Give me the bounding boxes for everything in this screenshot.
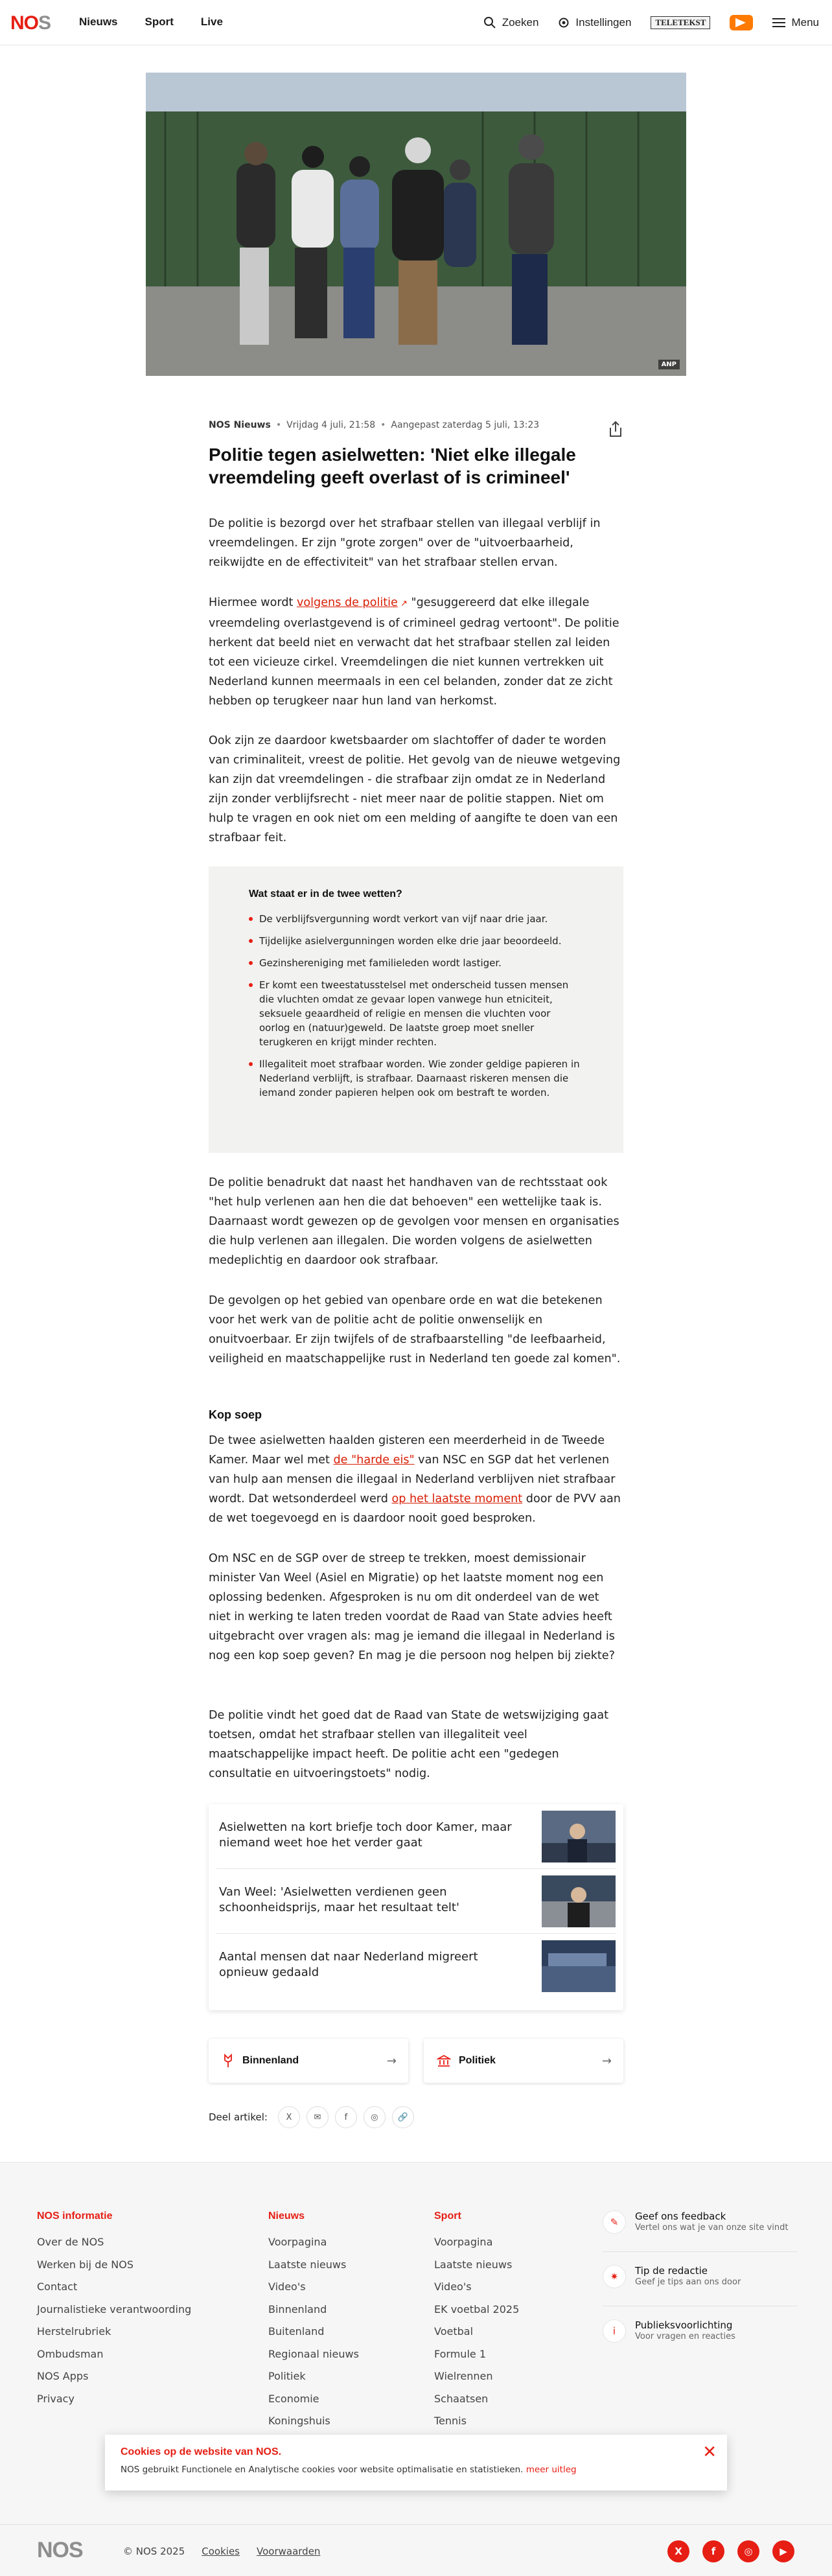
footer-box-title: Geef ons feedback bbox=[635, 2210, 726, 2222]
footer-box-text bbox=[635, 2265, 741, 2288]
settings-label: Instellingen bbox=[575, 16, 632, 29]
cookie-title: Cookies op de website van NOS. bbox=[121, 2446, 282, 2457]
logo-text: NO bbox=[10, 12, 38, 34]
footer-link[interactable]: Video's bbox=[434, 2280, 472, 2293]
footer-link[interactable]: Werken bij de NOS bbox=[37, 2258, 134, 2271]
bottom-links bbox=[123, 2546, 320, 2557]
footer-link[interactable]: Economie bbox=[268, 2392, 319, 2405]
related-title: Van Weel: 'Asielwetten verdienen geen schoonheidsprijs, maar het resultaat telt' bbox=[219, 1885, 459, 1914]
paragraph-8: De politie vindt het goed dat de Raad van State de wetswijziging gaat toetsen, omdat het strafbaar stellen van illegaliteit veel maatschappelijke impact heeft. De politie acht een "gedegen consultatie en uitvoeringstoets" nodig. bbox=[209, 1709, 609, 1780]
info-box-title: Wat staat er in de twee wetten? bbox=[249, 888, 402, 899]
paragraph-6-text-c: door de PVV aan de wet toegevoegd en is daardoor nooit goed besproken. bbox=[209, 1492, 621, 1525]
paragraph-7: Om NSC en de SGP over de streep te trekken, moest demissionair minister Van Weel (Asiel en Migratie) op het laatste moment nog een oplossing bedenken. Afgesproken is nu om dit onderdeel van de wet niet in werking te laten treden voordat de Raad van State advies heeft uitgebracht over vragen als: mag je iemand die illegaal in Nederland is nog een kop soep geven? En mag je die persoon nog helpen bij ziekte? bbox=[209, 1552, 615, 1662]
main-nav bbox=[79, 16, 223, 29]
footer-link[interactable]: Tennis bbox=[434, 2415, 467, 2427]
footer-link[interactable]: Privacy bbox=[37, 2392, 75, 2405]
footer-link[interactable]: Video's bbox=[268, 2280, 306, 2293]
share-x-icon[interactable]: X bbox=[278, 2106, 300, 2128]
share-email-icon[interactable]: ✉ bbox=[306, 2106, 329, 2128]
voorwaarden-link[interactable]: Voorwaarden bbox=[257, 2546, 321, 2557]
hamburger-icon bbox=[772, 17, 785, 28]
updated-time: Aangepast zaterdag 5 juli, 13:23 bbox=[391, 420, 540, 430]
footer-col-title: Nieuws bbox=[268, 2210, 305, 2222]
share-label: Deel artikel: bbox=[209, 2111, 268, 2123]
bottom-bar bbox=[0, 2524, 832, 2576]
site-header bbox=[0, 0, 832, 45]
photo-credit: ANP bbox=[658, 360, 680, 369]
footer-feedback[interactable] bbox=[603, 2204, 797, 2252]
share-bar bbox=[209, 2106, 414, 2128]
nav-sport[interactable]: Sport bbox=[144, 16, 174, 28]
header-actions bbox=[483, 13, 819, 32]
info-box-item: Gezinshereniging met familieleden wordt lastiger. bbox=[249, 956, 583, 970]
footer-col-nos-informatie bbox=[37, 2210, 191, 2410]
footer-link[interactable]: Ombudsman bbox=[37, 2347, 104, 2360]
footer-box-title: Publieksvoorlichting bbox=[635, 2319, 733, 2331]
npo-start-icon[interactable] bbox=[730, 15, 753, 30]
related-title: Asielwetten na kort briefje toch door Kamer, maar niemand weet hoe het verder gaat bbox=[219, 1820, 512, 1850]
footer-box-text bbox=[635, 2319, 735, 2342]
paragraph-6-text-b: van NSC en SGP dat het verlenen van hulp aan mensen die illegaal in Nederland verblijven niet strafbaar wordt. Dat wetsonderdeel werd bbox=[209, 1454, 616, 1505]
footer-tip[interactable] bbox=[603, 2258, 797, 2306]
footer-link[interactable]: Koningshuis bbox=[268, 2415, 330, 2427]
info-box-item: Er komt een tweestatusstelsel met onderscheid tussen mensen die vluchten omdat ze gevaar lopen vanwege hun etniciteit, seksuele geaardheid of religie en mensen die vluchten voor oorlog en (natuur)geweld. De laatste groep moet sneller terugkeren en krijgt minder rechten. bbox=[249, 978, 583, 1049]
footer-link[interactable]: Laatste nieuws bbox=[268, 2258, 347, 2271]
article-meta bbox=[209, 420, 623, 430]
related-article[interactable] bbox=[216, 1934, 616, 1999]
nos-logo[interactable] bbox=[10, 13, 51, 34]
arrow-right-icon: → bbox=[601, 2054, 612, 2068]
logo-text-tail: S bbox=[38, 12, 51, 34]
info-box bbox=[209, 866, 623, 1153]
related-article[interactable] bbox=[216, 1869, 616, 1934]
menu-button[interactable] bbox=[772, 16, 819, 29]
paragraph-2-text-b: "gesuggereerd dat elke illegale vreemdeling overlastgevend is of crimineel gedrag vertoont". De politie herkent dat beeld niet en verwacht dat het strafbaar stellen zal leiden tot een vicieuze cirkel. Vreemdelingen die niet kunnen vertrekken uit Nederland kunnen meermaals in een cel belanden, zonder dat ze zicht hebben op terugkeer naar hun land van herkomst. bbox=[209, 596, 619, 708]
site-footer bbox=[0, 2162, 832, 2576]
cookie-body-text: NOS gebruikt Functionele en Analytische cookies voor website optimalisatie en statistieken. bbox=[121, 2465, 524, 2475]
menu-label: Menu bbox=[791, 16, 819, 29]
article-source: NOS Nieuws bbox=[209, 420, 271, 430]
footer-link[interactable]: Journalistieke verantwoording bbox=[37, 2303, 192, 2315]
gear-icon bbox=[558, 17, 570, 29]
search-label: Zoeken bbox=[502, 16, 539, 29]
info-box-item: Illegaliteit moet strafbaar worden. Wie zonder geldige papieren in Nederland verblijft, is strafbaar. Daarnaast riskeren mensen die iemand zonder papieren helpen ook om bestraft te worden. bbox=[249, 1057, 583, 1100]
feedback-icon: ✎ bbox=[603, 2210, 626, 2234]
hero-image bbox=[146, 73, 686, 376]
meta-separator: • bbox=[380, 420, 386, 430]
footer-link[interactable]: Wielrennen bbox=[434, 2370, 493, 2382]
share-button[interactable] bbox=[608, 420, 623, 438]
link-laatste-moment[interactable]: op het laatste moment bbox=[391, 1492, 523, 1505]
footer-link[interactable]: Voetbal bbox=[434, 2325, 474, 2338]
facebook-icon[interactable]: f bbox=[702, 2540, 724, 2562]
published-time: Vrijdag 4 juli, 21:58 bbox=[286, 420, 376, 430]
related-thumbnail bbox=[542, 1875, 616, 1927]
section-heading: Kop soep bbox=[209, 1408, 262, 1421]
related-thumbnail bbox=[542, 1811, 616, 1862]
share-link-icon[interactable]: 🔗 bbox=[392, 2106, 414, 2128]
footer-box-title: Tip de redactie bbox=[635, 2265, 708, 2277]
link-harde-eis[interactable]: de "harde eis" bbox=[333, 1454, 415, 1467]
footer-col-nieuws bbox=[268, 2210, 359, 2433]
paragraph-3: Ook zijn ze daardoor kwetsbaarder om slachtoffer of dader te worden van criminaliteit, vreest de politie. Het gevolg van de nieuwe wetgeving kan zijn dat vreemdelingen - die strafbaar zijn omdat ze in Nederland zijn zonder verblijfsrecht - niet meer naar de politie stappen. Niet om hulp te vragen en ook niet om een melding of aangifte te doen van een strafbaar feit. bbox=[209, 734, 621, 844]
footer-link[interactable]: Formule 1 bbox=[434, 2347, 486, 2360]
footer-box-sub: Voor vragen en reacties bbox=[635, 2332, 735, 2341]
nav-live[interactable]: Live bbox=[200, 16, 223, 28]
footer-link[interactable]: NOS Apps bbox=[37, 2370, 89, 2382]
category-label: Binnenland bbox=[242, 2055, 299, 2066]
footer-col-title: Sport bbox=[434, 2210, 461, 2222]
info-icon: i bbox=[603, 2319, 626, 2343]
footer-link[interactable]: Voorpagina bbox=[268, 2236, 327, 2248]
footer-box-text bbox=[635, 2210, 788, 2233]
footer-link[interactable]: Binnenland bbox=[268, 2303, 327, 2315]
share-icon bbox=[608, 420, 623, 438]
share-facebook-icon[interactable]: f bbox=[335, 2106, 357, 2128]
paragraph-2 bbox=[209, 593, 623, 711]
related-articles bbox=[209, 1804, 623, 2010]
tulip-icon bbox=[222, 2054, 235, 2068]
copyright: © NOS 2025 bbox=[123, 2546, 185, 2557]
info-box-item: Tijdelijke asielvergunningen worden elke drie jaar beoordeeld. bbox=[249, 934, 583, 948]
external-link-icon: ↗ bbox=[397, 599, 408, 609]
cookie-body bbox=[121, 2465, 711, 2475]
footer-link[interactable]: Buitenland bbox=[268, 2325, 325, 2338]
search-icon bbox=[483, 16, 496, 29]
youtube-icon[interactable]: ▶ bbox=[772, 2540, 794, 2562]
paragraph-4: De politie benadrukt dat naast het handhaven van de rechtsstaat ook "het hulp verlenen aan hen die dat behoeven" een wettelijke taak is. Daarnaast wordt gewezen op de gevolgen voor mensen en organisaties die hulp verlenen aan illegalen. Die worden volgens de asielwetten medeplichtig en daardoor ook strafbaar. bbox=[209, 1176, 619, 1267]
footer-box-sub: Geef je tips aan ons door bbox=[635, 2277, 741, 2287]
footer-link[interactable]: Over de NOS bbox=[37, 2236, 104, 2248]
parliament-icon bbox=[437, 2054, 451, 2067]
footer-link[interactable]: Contact bbox=[37, 2280, 78, 2293]
paragraph-5: De gevolgen op het gebied van openbare orde en wat die betekenen voor het werk van de politie acht de politie onwenselijk en onuitvoerbaar. Er zijn twijfels of de strafbaarstelling "de leefbaarheid, veiligheid en maatschappelijke rust in Nederland ten goede zal komen". bbox=[209, 1294, 621, 1365]
category-label: Politiek bbox=[459, 2055, 496, 2066]
footer-link[interactable]: Herstelrubriek bbox=[37, 2325, 111, 2338]
paragraph-6 bbox=[209, 1431, 623, 1528]
category-links bbox=[209, 2039, 623, 2083]
paragraph-6-text: De twee asielwetten haalden gisteren een meerderheid in de Tweede Kamer. Maar wel met bbox=[209, 1434, 605, 1467]
info-box-list bbox=[249, 912, 583, 1100]
cookies-link[interactable]: Cookies bbox=[202, 2546, 240, 2557]
info-box-item: De verblijfsvergunning wordt verkort van vijf naar drie jaar. bbox=[249, 912, 583, 926]
footer-link[interactable]: Politiek bbox=[268, 2370, 306, 2382]
meta-separator: • bbox=[275, 420, 282, 430]
hero-photo bbox=[146, 73, 686, 376]
settings-button[interactable] bbox=[558, 16, 631, 29]
footer-col-title: NOS informatie bbox=[37, 2210, 113, 2222]
related-article[interactable] bbox=[216, 1804, 616, 1869]
footer-link[interactable]: Regionaal nieuws bbox=[268, 2347, 359, 2360]
footer-col-sport bbox=[434, 2210, 519, 2433]
related-title: Aantal mensen dat naar Nederland migreert opnieuw gedaald bbox=[219, 1950, 478, 1979]
footer-nos-logo[interactable]: NOS bbox=[37, 2538, 83, 2562]
category-binnenland[interactable] bbox=[209, 2039, 408, 2083]
article-title: Politie tegen asielwetten: 'Niet elke illegale vreemdeling geeft overlast of is crimineel' bbox=[209, 445, 576, 487]
instagram-icon[interactable]: ◎ bbox=[737, 2540, 759, 2562]
cookie-banner bbox=[105, 2435, 727, 2490]
category-politiek[interactable] bbox=[424, 2039, 623, 2083]
footer-link[interactable]: Voorpagina bbox=[434, 2236, 493, 2248]
x-icon[interactable]: X bbox=[667, 2540, 689, 2562]
search-button[interactable] bbox=[483, 16, 539, 29]
link-volgens-de-politie[interactable]: volgens de politie bbox=[296, 596, 398, 609]
footer-box-sub: Vertel ons wat je van onze site vindt bbox=[635, 2223, 789, 2233]
paragraph-1: De politie is bezorgd over het strafbaar stellen van illegaal verblijf in vreemdelingen. Er zijn "grote zorgen" over de "uitvoerbaarheid, reikwijdte en de effectiviteit" van het strafbaar stellen ervan. bbox=[209, 517, 601, 569]
footer-link[interactable]: Schaatsen bbox=[434, 2392, 489, 2405]
teletekst-link[interactable]: TELETEKST bbox=[651, 16, 710, 29]
footer-link[interactable]: Laatste nieuws bbox=[434, 2258, 513, 2271]
related-thumbnail bbox=[542, 1940, 616, 1992]
share-whatsapp-icon[interactable]: ◎ bbox=[364, 2106, 386, 2128]
footer-link[interactable]: EK voetbal 2025 bbox=[434, 2303, 520, 2315]
paragraph-2-text: Hiermee wordt bbox=[209, 596, 297, 609]
arrow-right-icon: → bbox=[386, 2054, 397, 2068]
footer-publieksvoorlichting[interactable] bbox=[603, 2313, 797, 2361]
close-icon[interactable]: ✕ bbox=[702, 2443, 717, 2462]
social-links bbox=[667, 2540, 794, 2562]
nav-nieuws[interactable]: Nieuws bbox=[79, 16, 118, 28]
cookie-more-link[interactable]: meer uitleg bbox=[526, 2465, 577, 2475]
lightbulb-icon: ✷ bbox=[603, 2265, 626, 2288]
